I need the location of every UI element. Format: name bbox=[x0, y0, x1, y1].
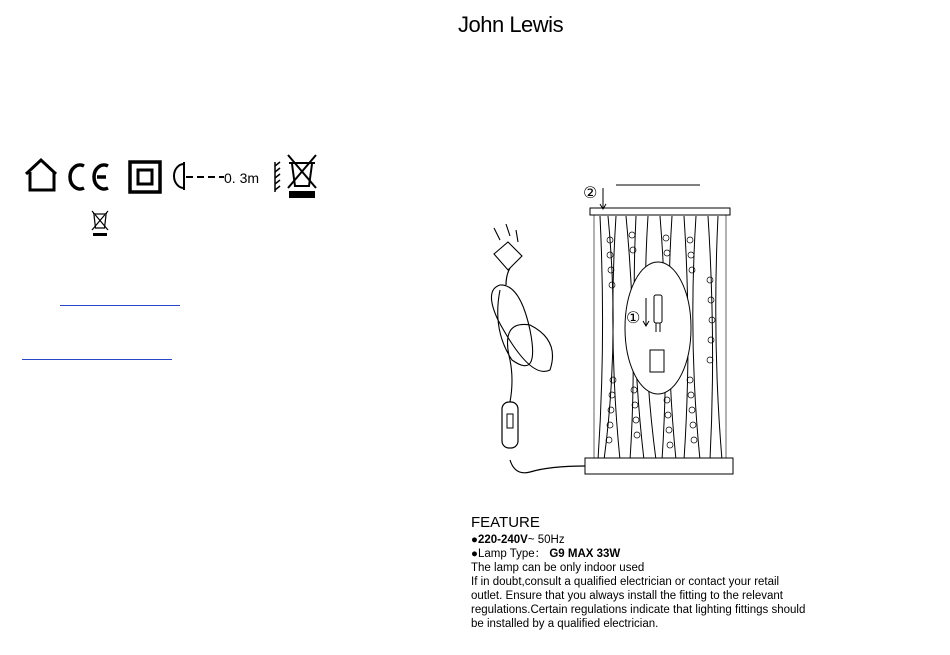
feature-section bbox=[471, 514, 851, 631]
lamp-type-label: ●Lamp Type： bbox=[471, 548, 547, 560]
double-insulation-icon bbox=[130, 162, 160, 192]
feature-title: FEATURE bbox=[471, 514, 540, 531]
link-underline-1[interactable] bbox=[60, 305, 180, 306]
doubt-line-2: outlet. Ensure that you always install the fitting to the relevant bbox=[471, 590, 783, 602]
safety-symbols bbox=[24, 152, 324, 200]
indoor-use-icon bbox=[26, 160, 56, 190]
weee-bin-icon bbox=[288, 155, 316, 197]
step-2-marker: ② bbox=[583, 183, 598, 202]
voltage-bold: ●220-240V bbox=[471, 534, 528, 546]
brand-logo: John Lewis bbox=[458, 12, 564, 37]
voltage-rest: ~ 50Hz bbox=[527, 534, 565, 546]
step-1-marker: ① bbox=[626, 308, 641, 327]
indoor-note: The lamp can be only indoor used bbox=[471, 562, 645, 574]
lamp-assembly-diagram bbox=[470, 180, 750, 480]
lamp-type-value: G9 MAX 33W bbox=[549, 548, 621, 560]
weee-bin-small-icon bbox=[90, 210, 110, 238]
lamp-type-line bbox=[471, 547, 851, 561]
distance-spotlight-icon bbox=[174, 162, 224, 190]
distance-label: 0. 3m bbox=[224, 170, 260, 186]
link-underline-2[interactable] bbox=[22, 359, 172, 360]
ce-mark-icon bbox=[70, 165, 108, 189]
wall-hatch-icon bbox=[275, 162, 280, 192]
doubt-line-4: be installed by a qualified electrician. bbox=[471, 618, 659, 630]
voltage-line bbox=[471, 533, 851, 547]
doubt-line-1: If in doubt,consult a qualified electrician or contact your retail bbox=[471, 576, 780, 588]
doubt-line-3: regulations.Certain regulations indicate that lighting fittings should bbox=[471, 604, 806, 616]
